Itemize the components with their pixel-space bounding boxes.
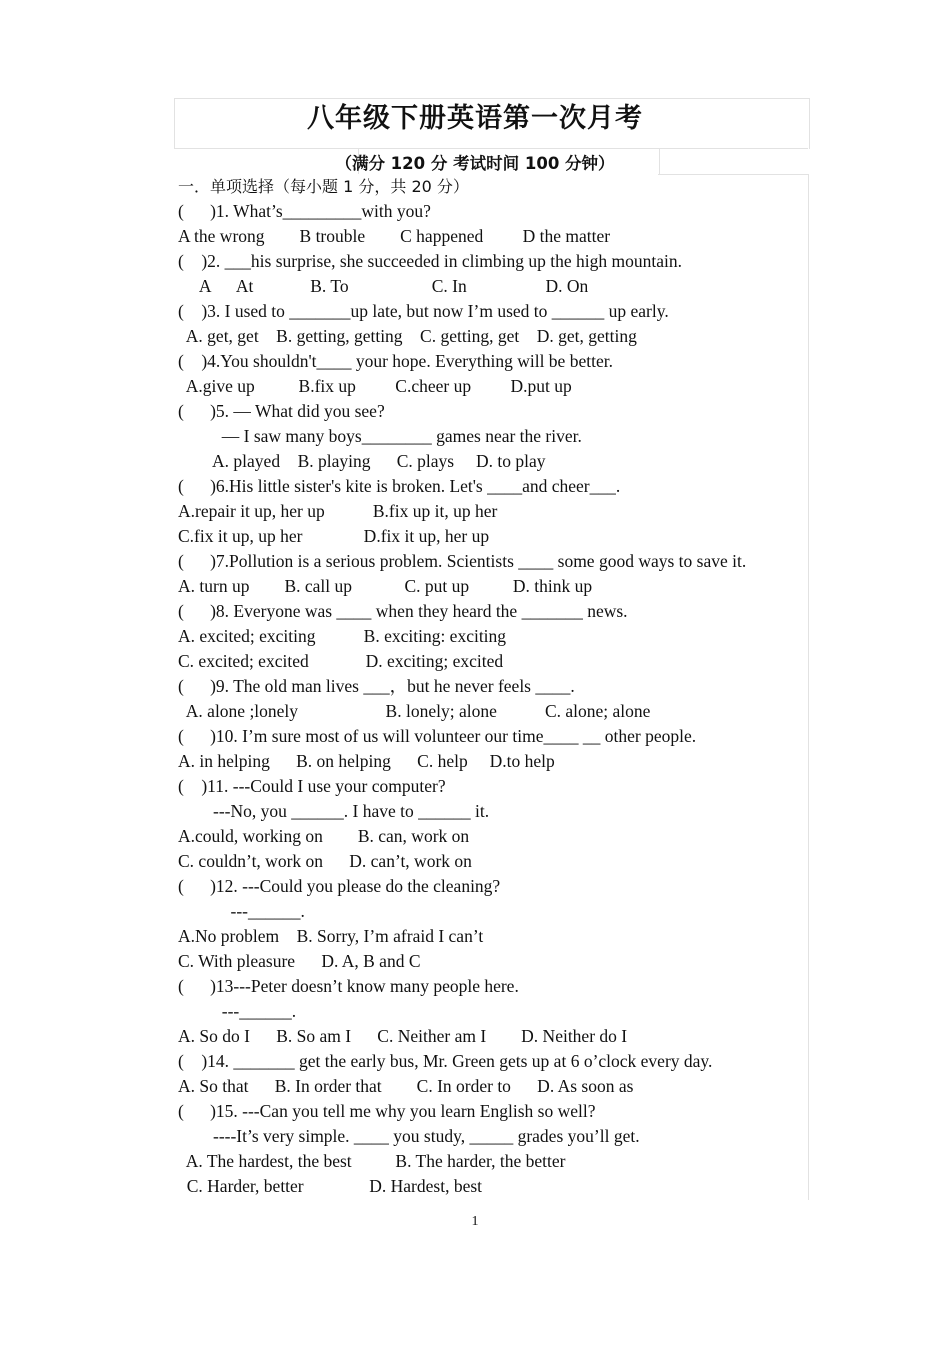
page-number: 1 — [471, 1214, 479, 1229]
question-15-options-ab: A. The hardest, the best B. The harder, the better — [178, 1151, 566, 1171]
exam-content — [178, 174, 818, 1199]
question-6-stem: ( )6.His little sister's kite is broken. Let's ____and cheer___. — [178, 476, 621, 496]
question-11-dialog: ---No, you ______. I have to ______ it. — [178, 801, 490, 821]
question-14-options: A. So that B. In order that C. In order to D. As soon as — [178, 1076, 634, 1096]
question-6-options-ab: A.repair it up, her up B.fix up it, up her — [178, 501, 498, 521]
question-1-stem: ( )1. What’s_________with you? — [178, 201, 431, 221]
question-15-options-cd: C. Harder, better D. Hardest, best — [178, 1176, 483, 1196]
question-12-stem: ( )12. ---Could you please do the cleaning? — [178, 876, 501, 896]
question-8-options-cd: C. excited; excited D. exciting; excited — [178, 651, 504, 671]
question-15-stem: ( )15. ---Can you tell me why you learn English so well? — [178, 1101, 596, 1121]
question-7-stem: ( )7.Pollution is a serious problem. Scientists ____ some good ways to save it. — [178, 551, 747, 571]
question-11-options-ab: A.could, working on B. can, work on — [178, 826, 470, 846]
question-9-options: A. alone ;lonely B. lonely; alone C. alone; alone — [178, 701, 651, 721]
question-8-options-ab: A. excited; exciting B. exciting: exciting — [178, 626, 507, 646]
question-1-options: A the wrong B trouble C happened D the matter — [178, 226, 611, 246]
question-3-stem: ( )3. I used to _______up late, but now I’m used to ______ up early. — [178, 301, 669, 321]
question-13-dialog: ---______. — [178, 1001, 297, 1021]
question-11-options-cd: C. couldn’t, work on D. can’t, work on — [178, 851, 472, 871]
question-15-dialog: ----It’s very simple. ____ you study, _____ grades you’ll get. — [178, 1126, 640, 1146]
question-10-options: A. in helping B. on helping C. help D.to help — [178, 751, 555, 771]
question-4-stem: ( )4.You shouldn't____ your hope. Everything will be better. — [178, 351, 613, 371]
question-6-options-cd: C.fix it up, up her D.fix it up, her up — [178, 526, 490, 546]
section-heading: 一．单项选择（每小题 1 分，共 20 分） — [178, 177, 469, 196]
question-13-options: A. So do I B. So am I C. Neither am I D. Neither do I — [178, 1026, 628, 1046]
question-13-stem: ( )13---Peter doesn’t know many people here. — [178, 976, 519, 996]
question-12-dialog: ---______. — [178, 901, 305, 921]
question-2-stem: ( )2. ___his surprise, she succeeded in climbing up the high mountain. — [178, 251, 683, 271]
page-title: 八年级下册英语第一次月考 — [307, 103, 643, 134]
exam-info-subtitle: （满分 120 分 考试时间 100 分钟） — [335, 154, 615, 173]
question-2-options: A At B. To C. In D. On — [178, 276, 589, 296]
question-7-options: A. turn up B. call up C. put up D. think up — [178, 576, 593, 596]
question-3-options: A. get, get B. getting, getting C. getting, get D. get, getting — [178, 326, 637, 346]
question-10-stem: ( )10. I’m sure most of us will volunteer our time____ __ other people. — [178, 726, 697, 746]
question-5-options: A. played B. playing C. plays D. to play — [178, 451, 546, 471]
question-12-options-cd: C. With pleasure D. A, B and C — [178, 951, 421, 971]
question-5-stem: ( )5. — What did you see? — [178, 401, 385, 421]
question-9-stem: ( )9. The old man lives ___，but he never feels ____. — [178, 676, 575, 696]
question-11-stem: ( )11. ---Could I use your computer? — [178, 776, 446, 796]
question-4-options: A.give up B.fix up C.cheer up D.put up — [178, 376, 572, 396]
question-14-stem: ( )14. _______ get the early bus, Mr. Green gets up at 6 o’clock every day. — [178, 1051, 713, 1071]
question-8-stem: ( )8. Everyone was ____ when they heard the _______ news. — [178, 601, 628, 621]
question-12-options-ab: A.No problem B. Sorry, I’m afraid I can’t — [178, 926, 484, 946]
question-5-dialog: — I saw many boys________ games near the river. — [178, 426, 582, 446]
